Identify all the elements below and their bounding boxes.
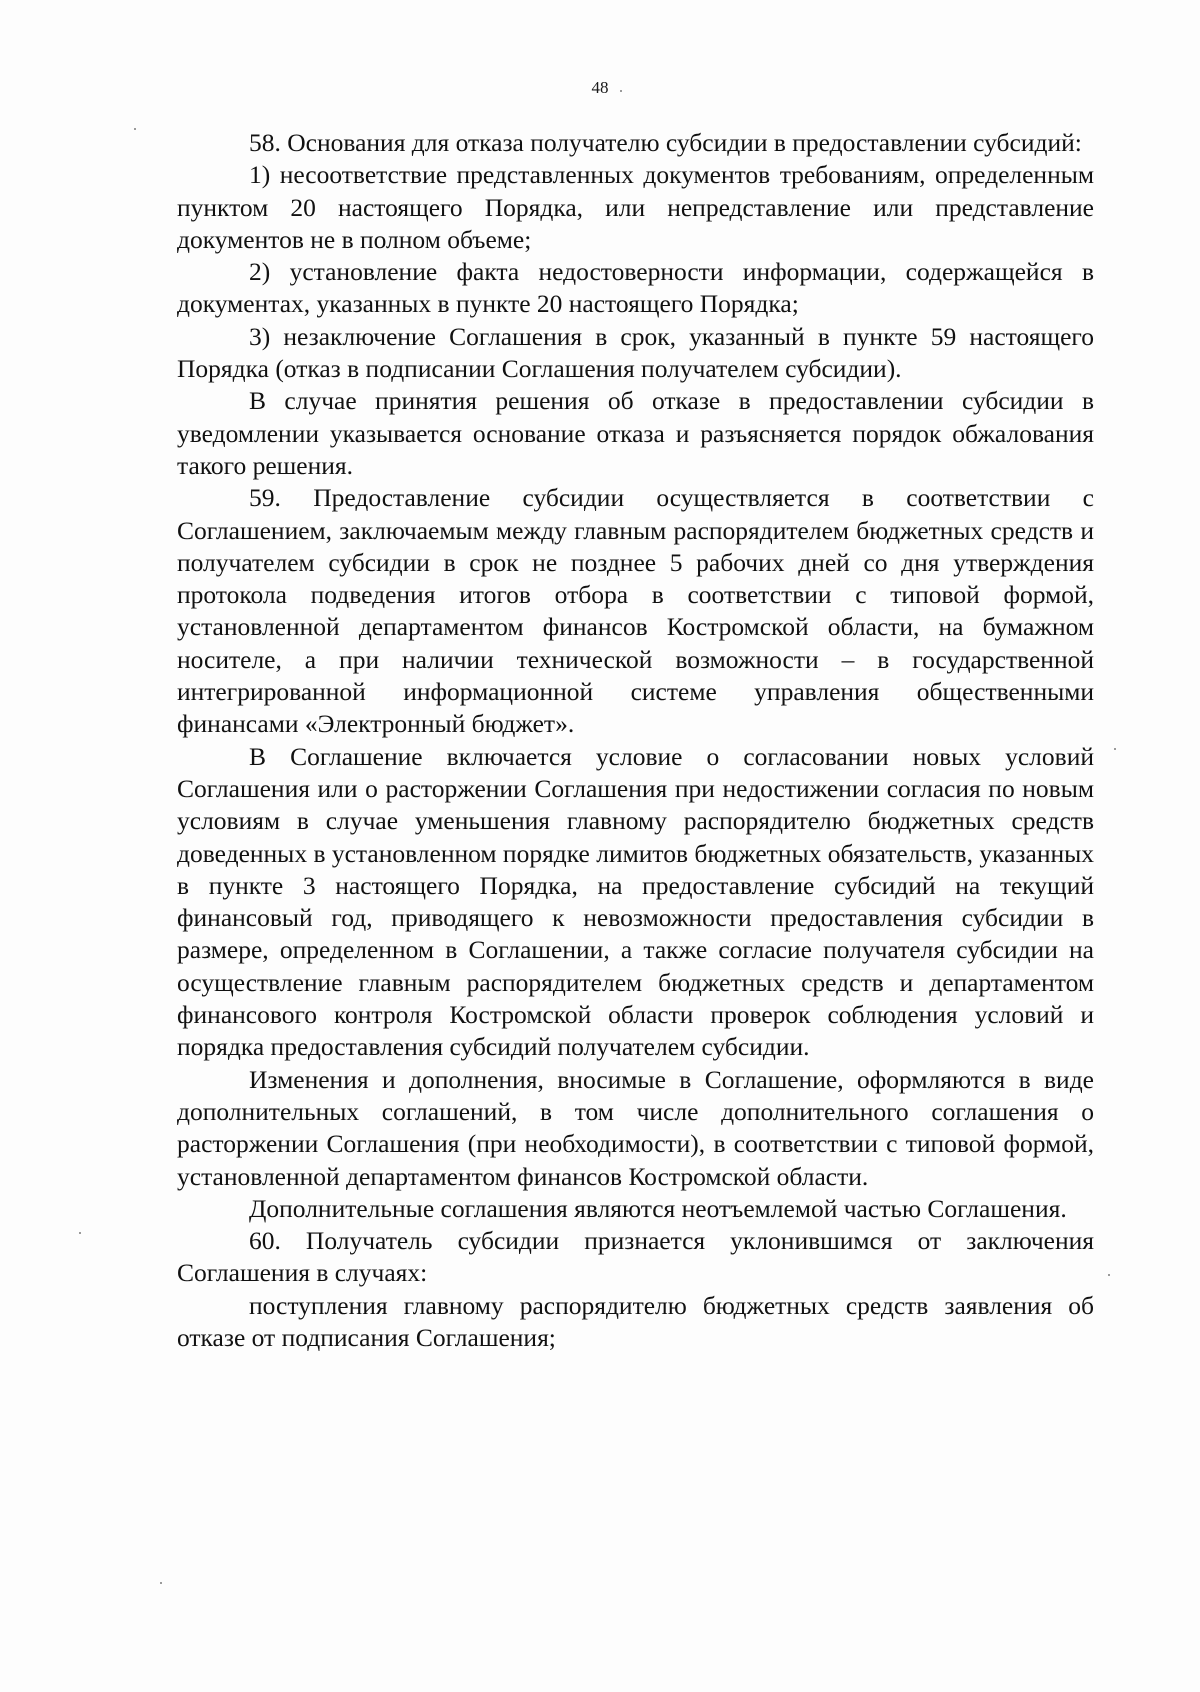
scan-speck (1108, 1274, 1110, 1276)
document-body (177, 127, 1094, 1354)
paragraph-59-additional-agreements: Дополнительные соглашения являются неотъемлемой частью Соглашения. (249, 1193, 1067, 1223)
paragraph-59-conditions: В Соглашение включается условие о согласовании новых условий Соглашения или о расторжении Соглашения при недостижении согласия по новым условиям в случае уменьшения главному распорядителю бюджетных средств доведенных в установленном порядке лимитов бюджетных обязательств, указанных в пункте 3 настоящего Порядка, на предоставление субсидий на текущий финансовый год, приводящего к невозможности предоставления субсидии в размере, определенном в Соглашении, а также согласие получателя субсидии на осуществление главным распорядителем бюджетных средств и департаментом финансового контроля Костромской области проверок соблюдения условий и порядка предоставления субсидий получателем субсидии. (177, 741, 1094, 1062)
scan-speck (160, 1582, 162, 1584)
paragraph-58-item-1: 1) несоответствие представленных документов требованиям, определенным пунктом 20 настоящего Порядка, или непредставление или представление документов не в полном объеме; (177, 160, 1094, 254)
page-number: 48 (591, 78, 609, 97)
paragraph-59-amendments: Изменения и дополнения, вносимые в Соглашение, оформляются в виде дополнительных соглашений, в том числе дополнительного соглашения о расторжении Соглашения (при необходимости), в соответствии с типовой формой, установленной департаментом финансов Костромской области. (177, 1064, 1094, 1191)
paragraph-59: 59. Предоставление субсидии осуществляется в соответствии с Соглашением, заключаемым между главным распорядителем бюджетных средств и получателем субсидии в срок не позднее 5 рабочих дней со дня утверждения протокола подведения итогов отбора в соответствии с типовой формой, установленной департаментом финансов Костромской области, на бумажном носителе, а при наличии технической возможности – в государственной интегрированной информационной системе управления общественными финансами «Электронный бюджет». (177, 483, 1094, 739)
paragraph-58-heading: 58. Основания для отказа получателю субсидии в предоставлении субсидий: (249, 128, 1082, 157)
paragraph-60-case: поступления главному распорядителю бюджетных средств заявления об отказе от подписания Соглашения; (177, 1290, 1094, 1352)
paragraph-58-refusal-notice: В случае принятия решения об отказе в предоставлении субсидии в уведомлении указывается основание отказа и разъясняется порядок обжалования такого решения. (177, 386, 1094, 480)
paragraph-60: 60. Получатель субсидии признается уклонившимся от заключения Соглашения в случаях: (177, 1226, 1094, 1288)
paragraph-58-item-3: 3) незаключение Соглашения в срок, указанный в пункте 59 настоящего Порядка (отказ в подписании Соглашения получателем субсидии). (177, 321, 1094, 384)
scan-speck (620, 90, 622, 92)
scan-speck (134, 128, 136, 130)
scan-speck (79, 1232, 81, 1234)
scan-speck (1114, 748, 1116, 750)
paragraph-58-item-2: 2) установление факта недостоверности информации, содержащейся в документах, указанных в пункте 20 настоящего Порядка; (177, 257, 1094, 319)
